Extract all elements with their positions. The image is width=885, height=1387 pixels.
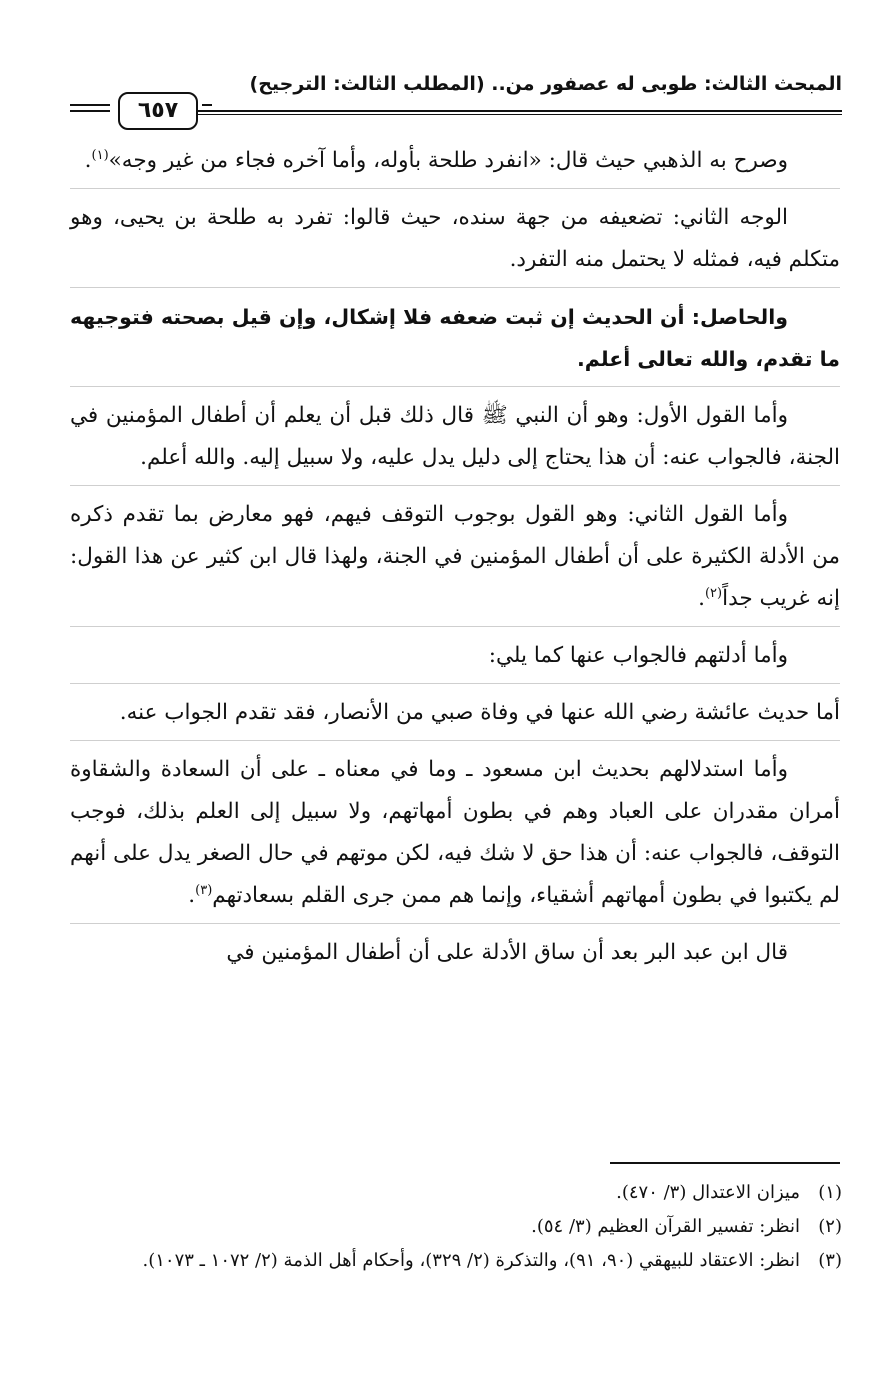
paragraph-separator bbox=[70, 923, 840, 924]
paragraph: أما حديث عائشة رضي الله عنها في وفاة صبي من الأنصار، فقد تقدم الجواب عنه. bbox=[119, 700, 840, 725]
paragraph: الوجه الثاني: تضعيفه من جهة سنده، حيث قالوا: تفرد به طلحة بن يحيى، وهو متكلم فيه، فمثله لا يحتمل منه التفرد. bbox=[70, 205, 840, 272]
main-text bbox=[70, 140, 840, 980]
running-head: المبحث الثالث: طوبى له عصفور من.. (المطلب الثالث: الترجيح) bbox=[249, 73, 842, 95]
paragraph-text: وصرح به الذهبي حيث قال: «انفرد طلحة بأوله، وأما آخره فجاء من غير وجه» bbox=[108, 148, 788, 173]
paragraph-separator bbox=[70, 740, 840, 741]
paragraph-end: . bbox=[698, 586, 705, 611]
paragraph-text: وأما القول الثاني: وهو القول بوجوب التوقف فيهم، فهو معارض بما تقدم ذكره من الأدلة الكثيرة على أن أطفال المؤمنين في الجنة، ولهذا قال ابن كثير عن هذا القول: إنه غريب جداً bbox=[70, 502, 840, 611]
paragraph-separator bbox=[70, 626, 840, 627]
paragraph-separator bbox=[70, 683, 840, 684]
footnote bbox=[60, 1210, 842, 1244]
footnotes bbox=[60, 1176, 842, 1278]
paragraph-text: وأما استدلالهم بحديث ابن مسعود ـ وما في معناه ـ على أن السعادة والشقاوة أمران مقدران على العباد وهم في بطون أمهاتهم، ولا سبيل إلى العلم بذلك، فوجب التوقف، فالجواب عنه: أن هذا حق لا شك فيه، لكن موتهم في حال الصغر يدل على أنهم لم يكتبوا في بطون أمهاتهم أشقياء، وإنما هم ممن جرى القلم بسعادتهم bbox=[70, 757, 840, 908]
footnote-ref: (١) bbox=[91, 147, 109, 163]
footnote-text: انظر: تفسير القرآن العظيم (٣/ ٥٤). bbox=[531, 1216, 800, 1237]
paragraph-separator bbox=[70, 287, 840, 288]
page-header bbox=[70, 62, 842, 126]
footnote-number: (٣) bbox=[818, 1250, 842, 1271]
footnote-number: (٢) bbox=[818, 1216, 842, 1237]
paragraph bbox=[70, 140, 840, 182]
paragraph: وأما أدلتهم فالجواب عنها كما يلي: bbox=[488, 643, 788, 668]
paragraph bbox=[70, 494, 840, 620]
footnote-ref: (٣) bbox=[195, 882, 213, 898]
footnote-text: انظر: الاعتقاد للبيهقي (٩٠، ٩١)، والتذكرة (٢/ ٣٢٩)، وأحكام أهل الذمة (٢/ ١٠٧٢ ـ ١٠٧٣). bbox=[142, 1250, 800, 1271]
header-rule bbox=[182, 110, 842, 115]
page-number: ٦٥٧ bbox=[118, 92, 198, 130]
paragraph: قال ابن عبد البر بعد أن ساق الأدلة على أن أطفال المؤمنين في bbox=[226, 940, 788, 965]
footnote-number: (١) bbox=[818, 1182, 842, 1203]
paragraph bbox=[70, 749, 840, 917]
header-ornament-right bbox=[202, 104, 212, 112]
conclusion-paragraph: والحاصل: أن الحديث إن ثبت ضعفه فلا إشكال، وإن قيل بصحته فتوجيهه ما تقدم، والله تعالى أعلم. bbox=[70, 305, 840, 371]
paragraph: وأما القول الأول: وهو أن النبي ﷺ قال ذلك قبل أن يعلم أن أطفال المؤمنين في الجنة، فالجواب عنه: أن هذا يحتاج إلى دليل يدل عليه، ولا سبيل إليه. والله أعلم. bbox=[70, 403, 840, 470]
footnote-rule bbox=[610, 1162, 840, 1164]
paragraph-separator bbox=[70, 188, 840, 189]
footnote bbox=[60, 1244, 842, 1278]
footnote-ref: (٢) bbox=[704, 585, 723, 601]
paragraph-separator bbox=[70, 386, 840, 387]
header-ornament-left bbox=[70, 104, 110, 112]
paragraph-end: . bbox=[84, 148, 92, 173]
footnote bbox=[60, 1176, 842, 1210]
paragraph-separator bbox=[70, 485, 840, 486]
footnote-text: ميزان الاعتدال (٣/ ٤٧٠). bbox=[616, 1182, 800, 1203]
paragraph-end: . bbox=[188, 883, 196, 908]
